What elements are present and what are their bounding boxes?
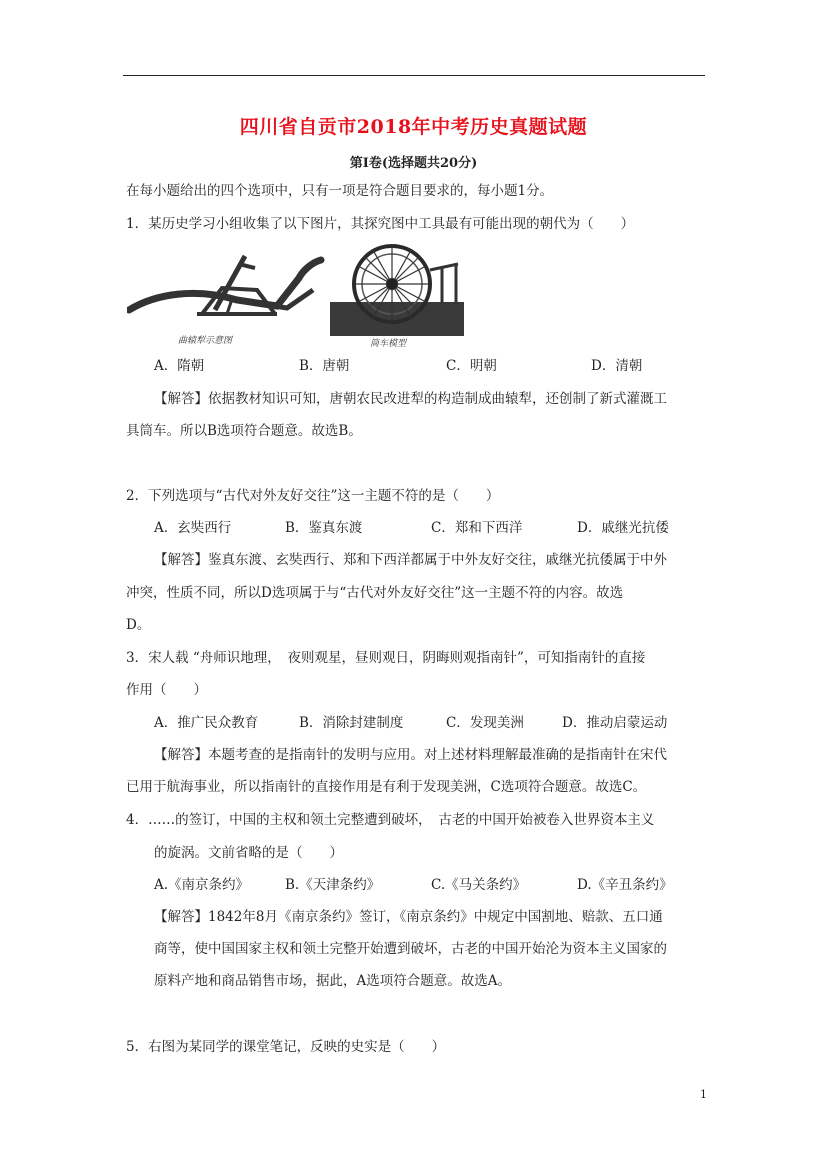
page-number: 1 — [700, 1088, 707, 1101]
q2-option-b: B．鉴真东渡 — [285, 520, 363, 536]
q1-fig2-label: 筒车模型 — [370, 339, 407, 349]
q4-option-b: B.《天津条约》 — [285, 877, 381, 893]
q2-answer-line-2: 冲突，性质不同，所以D选项属于与“古代对外友好交往”这一主题不符的内容。故选 — [126, 585, 624, 601]
q5-stem: 5．右图为某同学的课堂笔记，反映的史实是（ ） — [126, 1039, 446, 1055]
q2-stem: 2．下列选项与“古代对外友好交往”这一主题不符的是（ ） — [126, 488, 500, 504]
q1-fig1-label: 曲辕犁示意图 — [178, 336, 233, 346]
q4-stem-line-1: 4．……的签订，中国的主权和领土完整遭到破坏， 古老的中国开始被卷入世界资本主义 — [126, 812, 655, 828]
q1-option-a: A．隋朝 — [154, 358, 205, 374]
instructions: 在每小题给出的四个选项中，只有一项是符合题目要求的，每小题1分。 — [126, 183, 554, 199]
q1-option-b: B．唐朝 — [299, 358, 350, 374]
q2-option-a: A．玄奘西行 — [154, 520, 232, 536]
q4-stem-line-2: 的旋涡。文前省略的是（ ） — [154, 845, 343, 861]
exam-title: 四川省自贡市2018年中考历史真题试题 — [239, 116, 588, 138]
q3-answer-line-1: 【解答】本题考查的是指南针的发明与应用。对上述材料理解最准确的是指南针在宋代 — [154, 747, 667, 763]
q1-answer-line-2: 具筒车。所以B选项符合题意。故选B。 — [126, 423, 362, 439]
q4-answer-line-1: 【解答】1842年8月《南京条约》签订，《南京条约》中规定中国割地、赔款、五口通 — [154, 909, 663, 925]
q4-answer-line-3: 原料产地和商品销售市场，据此，A选项符合题意。故选A。 — [154, 973, 511, 989]
q3-option-b: B．消除封建制度 — [299, 715, 404, 731]
q1-option-d: D．清朝 — [591, 358, 643, 374]
section-heading: 第Ⅰ卷(选择题共20分) — [349, 156, 478, 171]
q3-stem-line-1: 3．宋人载 “舟师识地理， 夜则观星，昼则观日，阴晦则观指南针”，可知指南针的直接 — [126, 650, 646, 666]
q2-answer-line-1: 【解答】鉴真东渡、玄奘西行、郑和下西洋都属于中外友好交往，戚继光抗倭属于中外 — [154, 552, 667, 568]
waterwheel-model-figure — [330, 244, 464, 336]
q3-stem-line-2: 作用（ ） — [126, 682, 207, 698]
q2-answer-line-3: D。 — [126, 617, 151, 633]
q3-option-c: C．发现美洲 — [446, 715, 524, 731]
q4-option-a: A.《南京条约》 — [154, 877, 250, 893]
q1-option-c: C．明朝 — [446, 358, 497, 374]
header-rule — [123, 75, 705, 76]
q4-option-d: D.《辛丑条约》 — [577, 877, 673, 893]
q2-option-d: D．戚继光抗倭 — [577, 520, 669, 536]
q3-option-a: A．推广民众教育 — [154, 715, 259, 731]
q3-answer-line-2: 已用于航海事业，所以指南针的直接作用是有利于发现美洲，C选项符合题意。故选C。 — [126, 779, 647, 795]
q1-answer-line-1: 【解答】依据教材知识可知，唐朝农民改进犁的构造制成曲辕犁，还创制了新式灌溉工 — [154, 391, 667, 407]
q4-answer-line-2: 商等，使中国国家主权和领土完整开始遭到破坏，古老的中国开始沦为资本主义国家的 — [154, 941, 667, 957]
q3-option-d: D．推动启蒙运动 — [562, 715, 668, 731]
q1-stem: 1．某历史学习小组收集了以下图片，其探究图中工具最有可能出现的朝代为（ ） — [126, 216, 635, 232]
q4-option-c: C.《马关条约》 — [431, 877, 527, 893]
q2-option-c: C．郑和下西洋 — [431, 520, 523, 536]
